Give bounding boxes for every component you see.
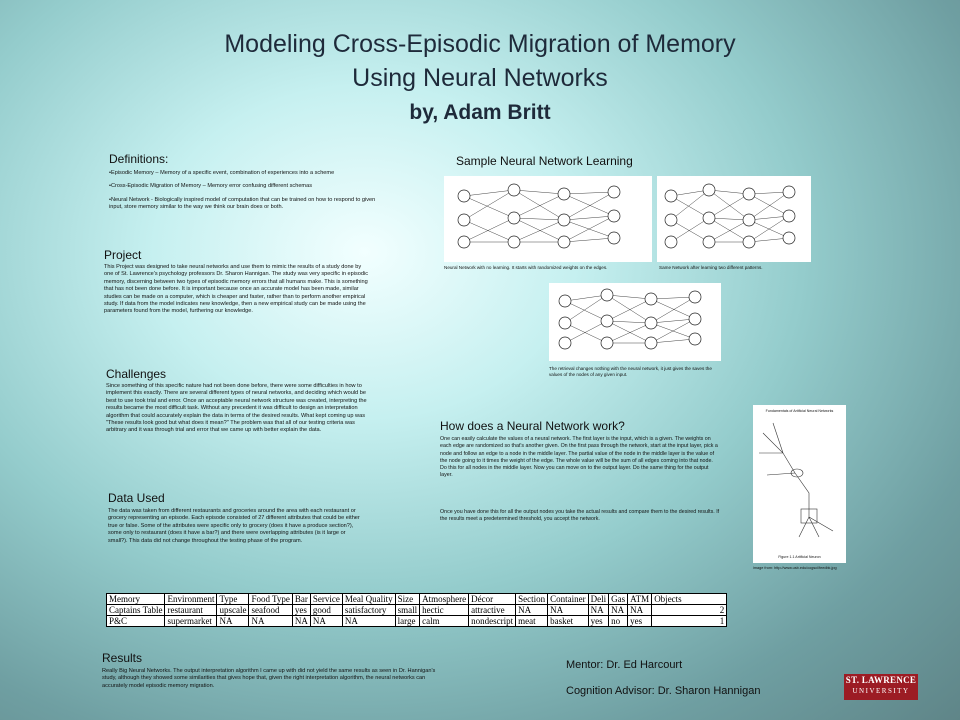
definitions-list (109, 170, 379, 212)
table-header-cell: Gas (609, 594, 628, 605)
data-used-heading: Data Used (108, 491, 165, 505)
table-cell: yes (292, 605, 310, 616)
table-row (107, 616, 727, 627)
data-used-text: The data was taken from different restaurants and groceries around the area with each restaurant or grocery representing an episode. Each episode consisted of 27 different attributes that could be either true or false. Some of the attributes were specific only to grocery (does it have a produce section?), some only to restaurant (does it have a bar?) and there were overlapping attributes (is it large or small?). This data did not change throughout the testing phase of the program. (108, 508, 360, 544)
image-credit: image from: http://www.usb.edu/cogsci/feedbk.jpg (753, 566, 837, 570)
table-header-cell: Environment (165, 594, 217, 605)
table-header-cell: Service (310, 594, 342, 605)
table-cell: NA (609, 605, 628, 616)
table-header-cell: Memory (107, 594, 165, 605)
sample-heading: Sample Neural Network Learning (456, 154, 633, 168)
logo-line2: UNIVERSITY (852, 687, 910, 695)
table-header-cell: Objects (652, 594, 727, 605)
network-retrieval-figure (549, 283, 721, 361)
results-heading: Results (102, 651, 143, 665)
network-trained-figure (657, 176, 811, 262)
table-cell: NA (548, 605, 589, 616)
how-paragraph-2: Once you have done this for all the output nodes you take the actual results and compare them to the desired results. If the results meet a predetermined threshold, you accept the network. (440, 509, 720, 523)
network-untrained-figure (444, 176, 652, 262)
challenges-heading: Challenges (106, 367, 167, 381)
table-cell: basket (548, 616, 589, 627)
table-cell: P&C (107, 616, 165, 627)
table-cell: calm (420, 616, 469, 627)
table-cell: NA (628, 605, 652, 616)
caption-trained-network: Same Network after learning two different patterns. (659, 265, 763, 270)
results-text: Really Big Neural Networks. The output interpretation algorithm I came up with did not yield the same results as seen in Dr. Hannigan's study, although they showed some similarities that gives hope that, given the right interpretation algorithm, the neural networks can accurately model episodic memory migration. (102, 668, 436, 689)
project-heading: Project (104, 248, 142, 262)
table-cell: attractive (469, 605, 516, 616)
definition-episodic-memory: •Episodic Memory – Memory of a specific event, combination of experiences into a scheme (109, 170, 335, 176)
table-cell: nondescript (469, 616, 516, 627)
table-cell: satisfactory (342, 605, 395, 616)
attributes-table (106, 593, 727, 627)
mentor-label: Mentor: Dr. Ed Harcourt (566, 659, 683, 671)
table-cell: small (395, 605, 420, 616)
table-cell: good (310, 605, 342, 616)
definition-cross-episodic-migration: •Cross-Episodic Migration of Memory – Memory error confusing different schemas (109, 183, 312, 190)
table-header-cell: Food Type (249, 594, 292, 605)
table-cell: large (395, 616, 420, 627)
author-byline: by, Adam Britt (409, 101, 551, 124)
table-header-row (107, 594, 727, 605)
definitions-heading: Definitions: (109, 152, 169, 166)
artificial-neuron-figure (753, 405, 846, 563)
neuron-figure-title: Fundamentals of Artificial Neural Networks (765, 409, 834, 413)
poster-title-line2: Using Neural Networks (352, 64, 608, 92)
table-cell: restaurant (165, 605, 217, 616)
table-cell: meat (516, 616, 548, 627)
table-header-cell: Deli (588, 594, 609, 605)
table-header-cell: Bar (292, 594, 310, 605)
table-cell: seafood (249, 605, 292, 616)
how-heading: How does a Neural Network work? (440, 419, 625, 433)
table-cell: no (609, 616, 628, 627)
table-cell: NA (292, 616, 310, 627)
definition-neural-network: •Neural Network - Biologically inspired model of computation that can be trained on how to respond to given input, store memory similar to the way we think our brain does or both. (109, 196, 376, 211)
how-paragraph-1: One can easily calculate the values of a neural network. The first layer is the input, which is a given. The weights on each edge are randomized so that's another given. On the first pass through the network, start at the input layer, pick a node and follow an edge to a node in the middle layer. The partial value of the node in the middle layer is the value of the node going to it times the weight of the edge. The whole value will be the sum of all edges coming into that node. Do this for all nodes in the middle layer. Now you can move on to the output layer. Do the same thing for the output layer. (440, 436, 718, 479)
table-cell: NA (217, 616, 249, 627)
table-header-cell: Section (516, 594, 548, 605)
poster-title-line1: Modeling Cross-Episodic Migration of Memory (224, 30, 736, 58)
table-row (107, 605, 727, 616)
caption-untrained-network: Neural Network with no learning. It starts with randomized weights on the edges. (444, 265, 608, 270)
table-cell: Captains Table (107, 605, 165, 616)
neuron-figure-caption: Figure 1.1 Artificial Neuron (778, 555, 821, 559)
table-cell: NA (342, 616, 395, 627)
table-cell: NA (588, 605, 609, 616)
table-cell: supermarket (165, 616, 217, 627)
table-header-cell: Container (548, 594, 589, 605)
table-cell: NA (516, 605, 548, 616)
table-cell: 2 (652, 605, 727, 616)
table-header-cell: ATM (628, 594, 652, 605)
table-cell: hectic (420, 605, 469, 616)
project-text: This Project was designed to take neural networks and use them to mimic the results of a study done by one of St. Lawrence's psychology professors Dr. Sharon Hannigan. The study was very specific in episodic memory, discerning between two types of episodic memory errors that all humans make. This is something that has not been done before. It is important because once an accurate model has been made, similar studies can be made on a computer, which is cheaper and faster, rather than to perform another empirical study. If data from the model indicates new knowledge, then a new empirical study can be made using the parameters found from the model, furthering our knowledge. (104, 264, 369, 315)
table-cell: 1 (652, 616, 727, 627)
challenges-text: Since something of this specific nature had not been done before, there were some difficulties in how to implement this exactly. There are several different types of neural networks, and deciding which would be best to use took trial and error. Once an acceptable neural network structure was created, interpreting the results became the most difficult task. Without any precedent it was difficult to design an interpretation algorithm that could accurately explain the data in terms of the desired results. What kept coming up was "These results look good but what does it mean?" The problem was that all of our testing criteria was arbitrary and it was through trial and error that we came up with better explain the data. (106, 383, 367, 434)
table-header-cell: Type (217, 594, 249, 605)
table-cell: NA (310, 616, 342, 627)
table-header-cell: Meal Quality (342, 594, 395, 605)
table-cell: yes (588, 616, 609, 627)
table-header-cell: Atmosphere (420, 594, 469, 605)
table-cell: NA (249, 616, 292, 627)
table-cell: yes (628, 616, 652, 627)
caption-retrieval: The retrieval changes nothing with the neural network, it just gives the saves the values of the nodes of any given input. (549, 366, 712, 377)
logo-line1: ST. LAWRENCE (845, 675, 917, 685)
table-header-cell: Size (395, 594, 420, 605)
table-header-cell: Décor (469, 594, 516, 605)
table-cell: upscale (217, 605, 249, 616)
cognition-advisor-label: Cognition Advisor: Dr. Sharon Hannigan (566, 685, 761, 697)
st-lawrence-logo (844, 674, 918, 700)
